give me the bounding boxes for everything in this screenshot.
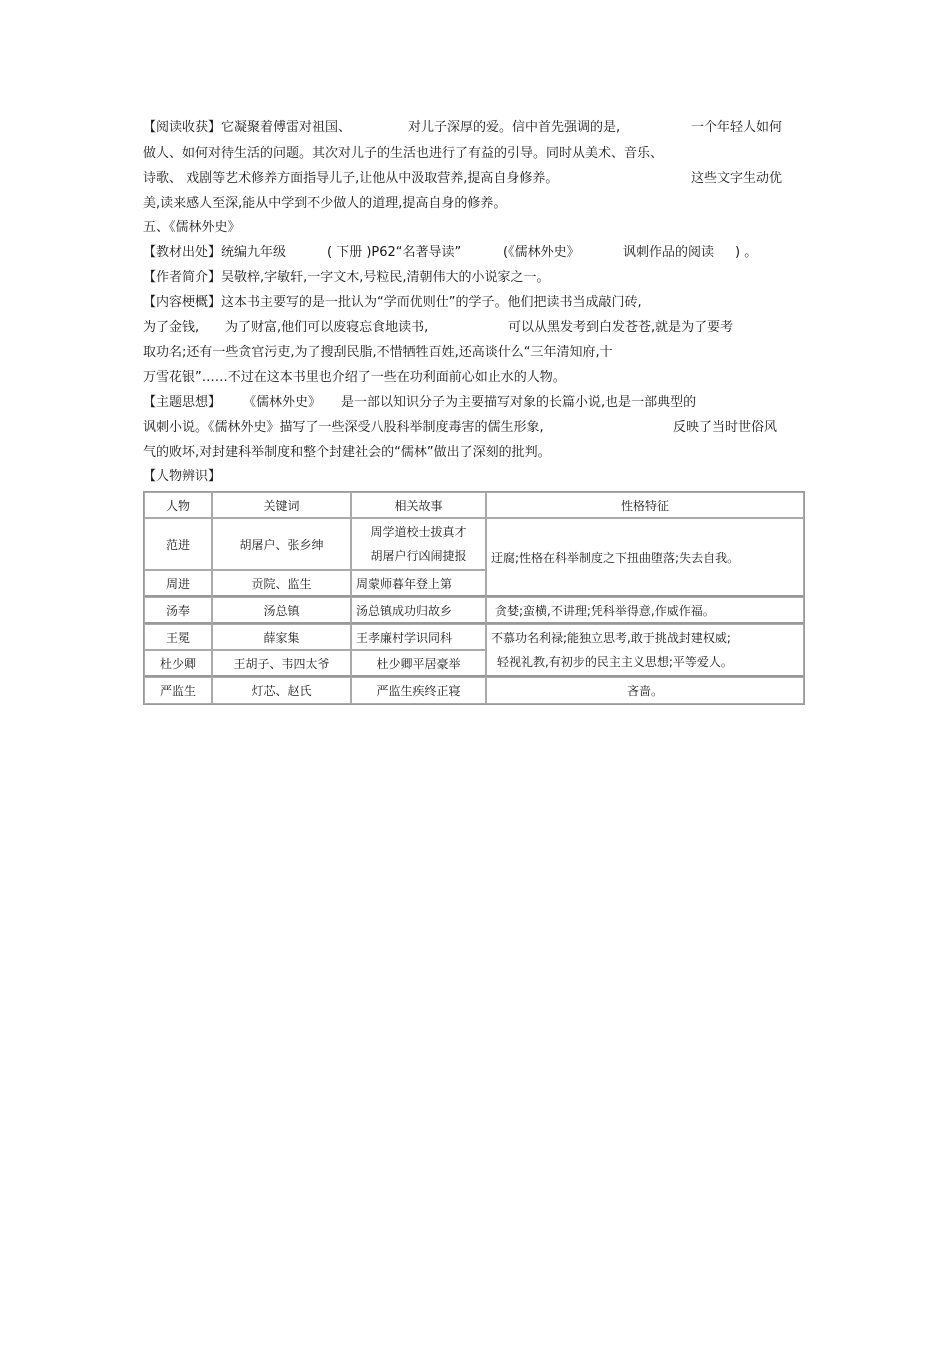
cell-name: 周进 — [144, 570, 212, 597]
theme-line-3: 气的败坏,对封建科举制度和整个封建社会的“儒林”做出了深刻的批判。 — [143, 445, 551, 460]
cell-keywords: 薛家集 — [212, 624, 351, 650]
textbook-source-a: 【教材出处】统编九年级 — [143, 245, 287, 260]
cell-story: 周蒙师暮年登上第 — [351, 570, 486, 597]
theme-text-1a: 【主题思想】 — [143, 395, 222, 410]
table-row — [144, 624, 804, 650]
reading-harvest-text-3a: 诗歌、 戏剧等艺术修养方面指导儿子,让他从中汲取营养,提高自身修养。 — [143, 171, 559, 186]
cell-story-line: 周学道校士拔真才 — [370, 525, 467, 539]
cell-keywords: 灯芯、赵氏 — [212, 677, 351, 704]
character-table — [143, 491, 805, 705]
cell-story: 严监生疾终正寝 — [351, 677, 486, 704]
characters-title: 【人物辨识】 — [143, 469, 222, 484]
cell-trait: 吝啬。 — [486, 677, 804, 704]
cell-story: 王孝廉村学识同科 — [351, 624, 486, 650]
textbook-source-d: 讽刺作品的阅读 — [623, 245, 715, 260]
cell-trait — [486, 624, 804, 677]
cell-story-line: 胡屠户行凶闹捷报 — [370, 549, 467, 563]
cell-name: 杜少卿 — [144, 650, 212, 677]
table-row — [144, 677, 804, 704]
cell-keywords: 贡院、监生 — [212, 570, 351, 597]
textbook-source-e: ) 。 — [735, 245, 758, 260]
summary-line-3: 取功名;还有一些贪官污吏,为了搜刮民脂,不惜牺牲百姓,还高谈什么“三年清知府,十 — [143, 345, 613, 360]
theme-text-1c: 是一部以知识分子为主要描写对象的长篇小说,也是一部典型的 — [341, 395, 697, 410]
textbook-source-c: (《儒林外史》 — [503, 245, 580, 260]
cell-name: 汤奉 — [144, 597, 212, 624]
section-title: 五、《儒林外史》 — [143, 220, 241, 235]
cell-story — [351, 518, 486, 570]
summary-line-2 — [143, 319, 803, 337]
reading-harvest-line-3 — [143, 170, 803, 188]
theme-text-2a: 讽刺小说。《儒林外史》描写了一些深受八股科举制度毒害的儒生形象, — [143, 420, 544, 435]
summary-line-1: 【内容梗概】这本书主要写的是一批认为“学而优则仕”的学子。他们把读书当成敲门砖, — [143, 295, 642, 310]
reading-harvest-line-2: 做人、如何对待生活的问题。其次对儿子的生活也进行了有益的引导。同时从美术、音乐、 — [143, 146, 664, 161]
cell-name: 严监生 — [144, 677, 212, 704]
cell-trait-line: 不慕功名利禄;能独立思考,敢于挑战封建权威; — [491, 631, 731, 645]
cell-story: 杜少卿平居豪举 — [351, 650, 486, 677]
textbook-source-b: ( 下册 )P62“名著导读” — [327, 245, 462, 260]
reading-harvest-line-4: 美,读来感人至深,能从中学到不少做人的道理,提高自身的修养。 — [143, 196, 507, 211]
cell-keywords: 汤总镇 — [212, 597, 351, 624]
textbook-source-line — [143, 244, 803, 262]
header-keywords: 关键词 — [212, 492, 351, 518]
table-header-row — [144, 492, 804, 518]
theme-text-2b: 反映了当时世俗风 — [673, 420, 778, 435]
summary-text-2b: 为了财富,他们可以废寝忘食地读书, — [225, 320, 429, 335]
cell-story: 汤总镇成功归故乡 — [351, 597, 486, 624]
theme-text-1b: 《儒林外史》 — [243, 395, 322, 410]
summary-line-4: 万雪花银”……不过在这本书里也介绍了一些在功利面前心如止水的人物。 — [143, 370, 566, 385]
reading-harvest-text-1a: 【阅读收获】它凝聚着傅雷对祖国、 — [143, 120, 352, 135]
table-row — [144, 597, 804, 624]
cell-name: 王冕 — [144, 624, 212, 650]
summary-text-2a: 为了金钱, — [143, 320, 200, 335]
cell-trait: 迂腐;性格在科举制度之下扭曲堕落;失去自我。 — [486, 518, 804, 597]
summary-text-2c: 可以从黑发考到白发苍苍,就是为了要考 — [508, 320, 734, 335]
cell-name: 范进 — [144, 518, 212, 570]
cell-keywords: 王胡子、韦四太爷 — [212, 650, 351, 677]
reading-harvest-text-3b: 这些文字生动优 — [691, 171, 783, 186]
cell-keywords: 胡屠户、张乡绅 — [212, 518, 351, 570]
reading-harvest-text-1b: 对儿子深厚的爱。信中首先强调的是, — [408, 120, 621, 135]
reading-harvest-line-1 — [143, 119, 803, 137]
cell-trait: 贪婪;蛮横,不讲理;凭科举得意,作威作福。 — [486, 597, 804, 624]
table-row — [144, 518, 804, 570]
theme-line-1 — [143, 394, 803, 412]
header-person: 人物 — [144, 492, 212, 518]
header-story: 相关故事 — [351, 492, 486, 518]
reading-harvest-text-1c: 一个年轻人如何 — [691, 120, 783, 135]
cell-trait-line: 轻视礼教,有初步的民主主义思想;平等爱人。 — [497, 655, 733, 669]
author-intro: 【作者简介】吴敬梓,字敏轩,一字文木,号粒民,清朝伟大的小说家之一。 — [143, 270, 550, 285]
theme-line-2 — [143, 419, 803, 437]
header-traits: 性格特征 — [486, 492, 804, 518]
